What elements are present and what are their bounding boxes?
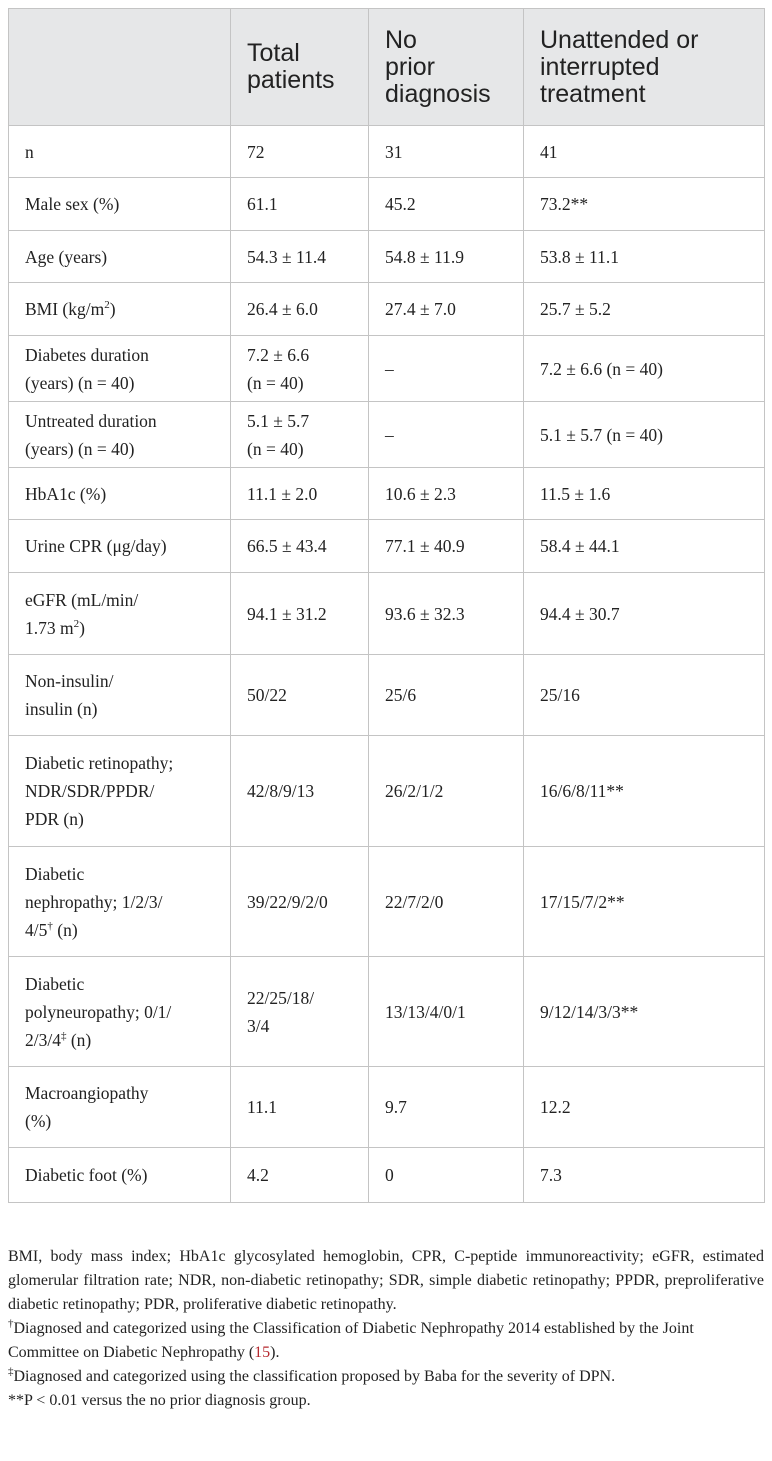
table-row <box>9 573 765 655</box>
row-label <box>9 336 231 402</box>
data-table <box>8 8 765 1203</box>
table-row <box>9 468 765 520</box>
header-row <box>9 9 765 126</box>
row-label-text: Diabetic polyneuropathy; 0/1/ 2/3/4 <box>25 973 172 1050</box>
total-patients-cell: 54.3 ± 11.4 <box>231 231 369 283</box>
table-row <box>9 231 765 283</box>
table-row <box>9 402 765 468</box>
no-prior-diagnosis-cell: 26/2/1/2 <box>369 736 524 847</box>
row-label-text: eGFR (mL/min/ 1.73 m <box>25 589 139 638</box>
total-patients-cell: 94.1 ± 31.2 <box>231 573 369 655</box>
p-value-note: **P < 0.01 versus the no prior diagnosis group. <box>8 1392 311 1409</box>
row-label-text: Age (years) <box>25 246 108 267</box>
no-prior-diagnosis-cell: 93.6 ± 32.3 <box>369 573 524 655</box>
row-label-text: Diabetic retinopathy; NDR/SDR/PPDR/ PDR (n) <box>25 753 174 829</box>
no-prior-diagnosis-cell: 22/7/2/0 <box>369 847 524 957</box>
dagger-mark: † <box>8 1317 14 1330</box>
no-prior-diagnosis-cell: 0 <box>369 1148 524 1203</box>
no-prior-diagnosis-cell: 9.7 <box>369 1067 524 1148</box>
table-row <box>9 520 765 573</box>
row-label <box>9 468 231 520</box>
row-label-suffix: (n) <box>66 1029 92 1050</box>
unattended-treatment-cell: 58.4 ± 44.1 <box>524 520 765 573</box>
row-label <box>9 847 231 957</box>
row-label <box>9 178 231 231</box>
table-footnotes <box>8 1245 764 1413</box>
table-row <box>9 736 765 847</box>
total-patients-cell: 26.4 ± 6.0 <box>231 283 369 336</box>
unattended-treatment-cell: 7.3 <box>524 1148 765 1203</box>
row-label <box>9 520 231 573</box>
table-row <box>9 126 765 178</box>
total-patients-cell: 4.2 <box>231 1148 369 1203</box>
table-row <box>9 1148 765 1203</box>
reference-link[interactable]: 15 <box>254 1344 271 1361</box>
total-patients-cell: 72 <box>231 126 369 178</box>
row-label-text: n <box>25 141 34 162</box>
unattended-treatment-cell: 11.5 ± 1.6 <box>524 468 765 520</box>
total-patients-cell: 11.1 <box>231 1067 369 1148</box>
row-label-text: BMI (kg/m <box>25 299 105 319</box>
total-patients-cell: 61.1 <box>231 178 369 231</box>
double-dagger-note-text: Diagnosed and categorized using the classification proposed by Baba for the severity of DPN. <box>13 1368 616 1385</box>
no-prior-diagnosis-cell: 10.6 ± 2.3 <box>369 468 524 520</box>
row-label <box>9 573 231 655</box>
header-total-patients: Total patients <box>231 9 369 126</box>
row-label-text: Non-insulin/ insulin (n) <box>25 671 114 719</box>
row-label-superscript: 2 <box>104 299 110 312</box>
unattended-treatment-cell: 53.8 ± 11.1 <box>524 231 765 283</box>
no-prior-diagnosis-cell: 77.1 ± 40.9 <box>369 520 524 573</box>
row-label <box>9 231 231 283</box>
dagger-note-end: ). <box>270 1344 280 1361</box>
total-patients-cell: 22/25/18/ 3/4 <box>231 957 369 1067</box>
no-prior-diagnosis-cell: 25/6 <box>369 655 524 736</box>
total-patients-cell: 5.1 ± 5.7 (n = 40) <box>231 402 369 468</box>
no-prior-diagnosis-cell: – <box>369 402 524 468</box>
unattended-treatment-cell: 7.2 ± 6.6 (n = 40) <box>524 336 765 402</box>
row-label-text: Diabetic nephropathy; 1/2/3/ 4/5 <box>25 863 163 940</box>
header-unattended-treatment: Unattended or interrupted treatment <box>524 9 765 126</box>
row-label-suffix: (n) <box>52 919 78 940</box>
unattended-treatment-cell: 17/15/7/2** <box>524 847 765 957</box>
double-dagger-mark: ‡ <box>8 1365 14 1378</box>
total-patients-cell: 66.5 ± 43.4 <box>231 520 369 573</box>
header-no-prior-diagnosis: No prior diagnosis <box>369 9 524 126</box>
unattended-treatment-cell: 5.1 ± 5.7 (n = 40) <box>524 402 765 468</box>
row-label <box>9 1148 231 1203</box>
row-label <box>9 283 231 336</box>
row-label <box>9 402 231 468</box>
total-patients-cell: 7.2 ± 6.6 (n = 40) <box>231 336 369 402</box>
unattended-treatment-cell: 9/12/14/3/3** <box>524 957 765 1067</box>
table-row <box>9 847 765 957</box>
no-prior-diagnosis-cell: – <box>369 336 524 402</box>
unattended-treatment-cell: 16/6/8/11** <box>524 736 765 847</box>
table-row <box>9 957 765 1067</box>
row-label <box>9 126 231 178</box>
row-label <box>9 1067 231 1148</box>
no-prior-diagnosis-cell: 13/13/4/0/1 <box>369 957 524 1067</box>
row-label-superscript: 2 <box>73 617 80 630</box>
total-patients-cell: 39/22/9/2/0 <box>231 847 369 957</box>
no-prior-diagnosis-cell: 54.8 ± 11.9 <box>369 231 524 283</box>
total-patients-cell: 50/22 <box>231 655 369 736</box>
no-prior-diagnosis-cell: 45.2 <box>369 178 524 231</box>
row-label-text: Macroangiopathy (%) <box>25 1083 149 1131</box>
table-row <box>9 1067 765 1148</box>
unattended-treatment-cell: 94.4 ± 30.7 <box>524 573 765 655</box>
header-blank <box>9 9 231 126</box>
row-label-text: Untreated duration (years) (n = 40) <box>25 410 157 459</box>
total-patients-cell: 11.1 ± 2.0 <box>231 468 369 520</box>
row-label <box>9 957 231 1067</box>
row-label-text: Diabetes duration (years) (n = 40) <box>25 344 149 393</box>
unattended-treatment-cell: 41 <box>524 126 765 178</box>
row-label-text: Diabetic foot (%) <box>25 1165 148 1185</box>
row-label-text: Male sex (%) <box>25 194 120 214</box>
unattended-treatment-cell: 25/16 <box>524 655 765 736</box>
unattended-treatment-cell: 73.2** <box>524 178 765 231</box>
row-label-superscript: † <box>47 919 53 932</box>
no-prior-diagnosis-cell: 27.4 ± 7.0 <box>369 283 524 336</box>
row-label-text: HbA1c (%) <box>25 483 107 504</box>
row-label-superscript: ‡ <box>60 1029 67 1042</box>
dagger-note <box>8 1317 764 1365</box>
table-row <box>9 336 765 402</box>
total-patients-cell: 42/8/9/13 <box>231 736 369 847</box>
abbreviations-note: BMI, body mass index; HbA1c glycosylated hemoglobin, CPR, C-peptide immunoreactivity; eGFR, estimated glomerular filtration rate; NDR, non-diabetic retinopathy; SDR, simple diabetic retinopathy; PPDR, preproliferative diabetic retinopathy; PDR, proliferative diabetic retinopathy. <box>8 1248 764 1313</box>
unattended-treatment-cell: 25.7 ± 5.2 <box>524 283 765 336</box>
table-row <box>9 655 765 736</box>
double-dagger-note <box>8 1365 764 1389</box>
row-label-text: Urine CPR (μg/day) <box>25 536 167 556</box>
row-label <box>9 736 231 847</box>
dagger-note-text: Diagnosed and categorized using the Classification of Diabetic Nephropathy 2014 established by the Joint Committee on Diabetic Nephropathy ( <box>8 1320 694 1361</box>
table-row <box>9 178 765 231</box>
table-row <box>9 283 765 336</box>
row-label-suffix: ) <box>79 617 85 638</box>
row-label-suffix: ) <box>109 299 116 319</box>
row-label <box>9 655 231 736</box>
table-container <box>8 8 764 1203</box>
unattended-treatment-cell: 12.2 <box>524 1067 765 1148</box>
no-prior-diagnosis-cell: 31 <box>369 126 524 178</box>
